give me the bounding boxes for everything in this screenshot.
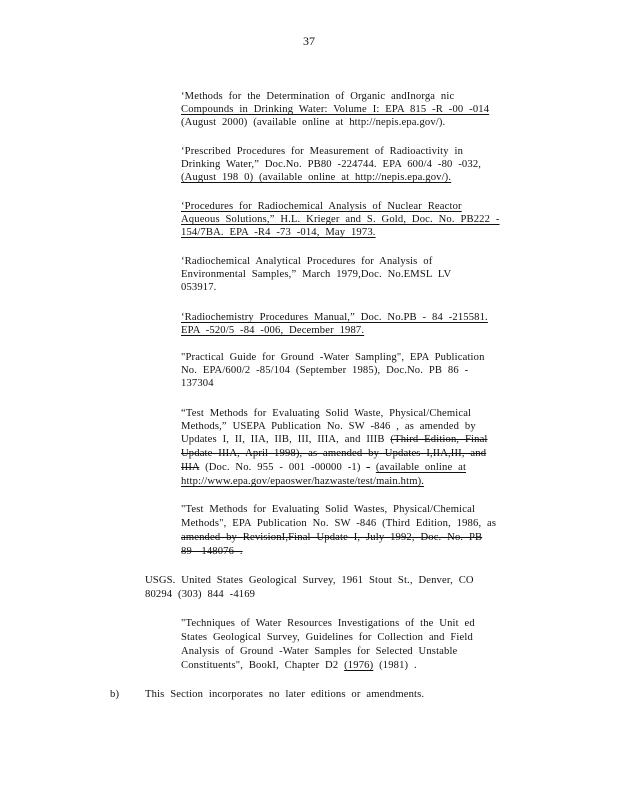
reference-line: (August 2000) (available online at http://nepis.epa.gov/).: [181, 117, 446, 128]
reference-line-mixed: [181, 433, 488, 447]
reference-line-mixed: [181, 461, 466, 475]
reference-link[interactable]: http://www.epa.gov/epaoswer/hazwaste/test/main.htm).: [181, 476, 425, 487]
reference-line: ‘Radiochemistry Procedures Manual,” Doc. No.PB - 84 -215581.: [181, 312, 488, 323]
reference-line: 053917.: [181, 282, 217, 293]
struck-text: -: [366, 462, 371, 473]
reference-line: Aqueous Solutions,” H.L. Krieger and S. Gold, Doc. No. PB222 -: [181, 214, 500, 225]
struck-text: (Third Edition, Final: [390, 434, 488, 445]
reference-line: Environmental Samples,” March 1979,Doc. No.EMSL LV: [181, 269, 452, 280]
reference-line: States Geological Survey, Guidelines for Collection and Field: [181, 632, 473, 643]
struck-line: 89 -148076 .: [181, 546, 243, 557]
struck-text: IIIA: [181, 462, 200, 473]
underlined-text: (available online at: [375, 462, 467, 473]
struck-line: Update IIIA, April 1998), as amended by Updates I,IIA,III, and: [181, 448, 487, 459]
text-segment: (1981) .: [379, 660, 417, 671]
reference-line-mixed: [181, 659, 417, 673]
reference-line: "Techniques of Water Resources Investigations of the Unit ed: [181, 618, 475, 629]
reference-line: No. EPA/600/2 -85/104 (September 1985), Doc.No. PB 86 -: [181, 365, 469, 376]
underlined-text: (1976): [344, 660, 374, 671]
reference-line: ‘Procedures for Radiochemical Analysis of Nuclear Reactor: [181, 201, 462, 212]
reference-line: Methods", EPA Publication No. SW -846 (Third Edition, 1986, as: [181, 518, 497, 529]
struck-line: amended by RevisionI,Final Update I, July 1992, Doc. No. PB: [181, 532, 483, 543]
reference-line: “Test Methods for Evaluating Solid Waste, Physical/Chemical: [181, 408, 472, 419]
reference-line: 137304: [181, 378, 214, 389]
section-text: This Section incorporates no later editions or amendments.: [145, 689, 425, 700]
reference-line: "Test Methods for Evaluating Solid Wastes, Physical/Chemical: [181, 504, 476, 515]
reference-line: 154/7BA. EPA -R4 -73 -014, May 1973.: [181, 227, 376, 238]
reference-line: Compounds in Drinking Water: Volume I: EPA 815 -R -00 -014: [181, 104, 490, 115]
reference-line: ‘Prescribed Procedures for Measurement of Radioactivity in: [181, 146, 464, 157]
text-segment: (Doc. No. 955 - 001 -00000 -1): [205, 462, 361, 473]
usgs-line: 80294 (303) 844 -4169: [145, 589, 256, 600]
reference-line: ‘Radiochemical Analytical Procedures for Analysis of: [181, 256, 433, 267]
section-label: b): [110, 689, 120, 700]
reference-line: Analysis of Ground -Water Samples for Selected Unstable: [181, 646, 458, 657]
reference-line: Methods,” USEPA Publication No. SW -846 , as amended by: [181, 421, 476, 432]
text-segment: Updates I, II, IIA, IIB, III, IIIA, and IIIB: [181, 434, 385, 445]
reference-line: Drinking Water,” Doc.No. PB80 -224744. EPA 600/4 -80 -032,: [181, 159, 482, 170]
usgs-line: USGS. United States Geological Survey, 1961 Stout St., Denver, CO: [145, 575, 474, 586]
reference-line: "Practical Guide for Ground -Water Sampling", EPA Publication: [181, 352, 485, 363]
page-number: 37: [303, 34, 315, 48]
reference-line: (August 198 0) (available online at http://nepis.epa.gov/).: [181, 172, 452, 183]
reference-line: ‘Methods for the Determination of Organic andInorga nic: [181, 91, 455, 102]
reference-line: EPA -520/5 -84 -006, December 1987.: [181, 325, 365, 336]
text-segment: Constituents", BookI, Chapter D2: [181, 660, 339, 671]
